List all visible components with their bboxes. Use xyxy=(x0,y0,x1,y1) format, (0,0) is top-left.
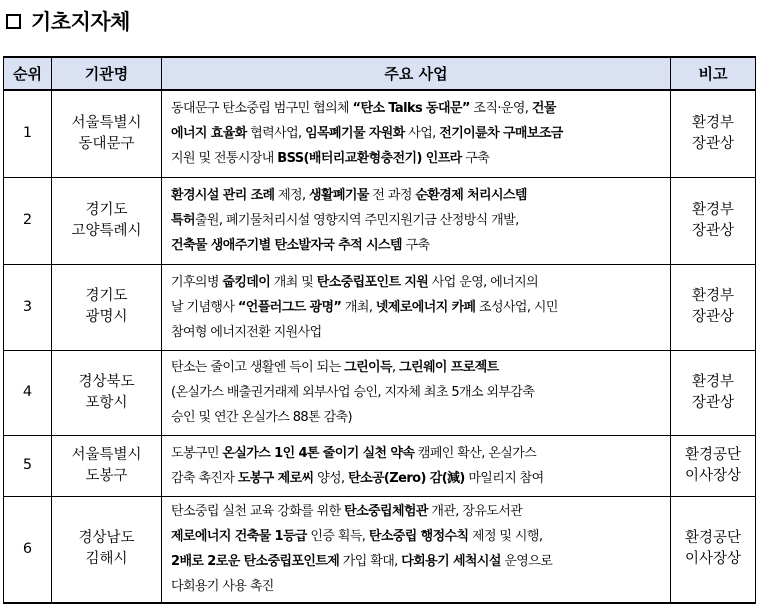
checkbox-square-icon xyxy=(6,14,21,29)
cell-projects xyxy=(162,177,671,264)
project-line xyxy=(171,295,662,320)
project-text: 참여형 에너지전환 지원사업 xyxy=(171,324,322,340)
project-line xyxy=(171,96,662,121)
header-projects: 주요 사업 xyxy=(162,57,671,90)
project-highlight: 건물 xyxy=(531,101,556,117)
project-highlight: 에너지 효율화 xyxy=(171,126,247,142)
cell-note xyxy=(671,496,756,603)
project-text: 제정, xyxy=(274,188,310,203)
project-line xyxy=(171,549,662,574)
org-name-line: 동대문구 xyxy=(78,135,135,152)
project-highlight: 2배로 2로운 탄소중립포인트제 xyxy=(171,554,340,570)
project-text: 마일리지 참여 xyxy=(464,470,544,486)
org-name-line: 고양특례시 xyxy=(71,222,142,239)
project-text: 개최, xyxy=(341,299,376,315)
org-name-line: 김해시 xyxy=(85,551,128,568)
cell-org xyxy=(52,264,162,350)
project-text: 인증 획득, xyxy=(306,529,369,545)
note-line: 환경부 xyxy=(691,288,735,304)
header-note: 비고 xyxy=(671,57,756,90)
project-text: 사업 운영, 에너지의 xyxy=(428,274,539,290)
table-body xyxy=(4,90,756,603)
project-highlight: BSS(배터리교환형충전기) 인프라 xyxy=(277,151,462,167)
header-rank: 순위 xyxy=(4,57,52,90)
project-text: 감축 촉진자 xyxy=(171,470,238,486)
project-highlight: 그린웨이 프로젝트 xyxy=(399,360,499,375)
project-text: 탄소중립 실천 교육 강화를 위한 xyxy=(171,504,345,520)
project-highlight: 특허 xyxy=(171,213,195,228)
project-line xyxy=(171,574,662,599)
project-text: 운영으로 xyxy=(500,554,553,570)
project-text: 지원 및 전통시장내 xyxy=(171,151,278,167)
project-highlight: 도봉구 제로씨 xyxy=(237,470,314,486)
note-line: 환경부 xyxy=(691,201,735,218)
table-row xyxy=(4,435,756,496)
project-text: 출원, 폐기물처리시설 영향지역 주민지원기금 산정방식 개발, xyxy=(194,213,519,228)
table-header-row xyxy=(4,57,756,90)
project-text: , xyxy=(391,360,400,375)
note-line: 환경공단 xyxy=(684,530,742,547)
table-row xyxy=(4,90,756,177)
cell-org xyxy=(52,350,162,435)
table-row xyxy=(4,496,756,603)
project-text: 날 기념행사 xyxy=(171,299,238,315)
project-highlight: 임목폐기물 자원화 xyxy=(305,126,405,142)
note-line: 장관상 xyxy=(691,222,735,239)
org-name-line: 광명시 xyxy=(85,309,128,325)
project-text: 조성사업, 시민 xyxy=(475,299,558,315)
project-highlight: 탄소공(Zero) 감(減) xyxy=(348,470,465,486)
project-line xyxy=(171,380,662,405)
org-name-line: 서울특별시 xyxy=(71,114,142,131)
project-text: 다회용기 사용 촉진 xyxy=(171,579,274,595)
org-name-line: 경상북도 xyxy=(78,373,135,390)
note-line: 장관상 xyxy=(691,394,735,411)
cell-rank: 4 xyxy=(4,350,52,435)
note-line: 장관상 xyxy=(691,135,735,152)
project-highlight: 제로에너지 건축물 1등급 xyxy=(171,529,307,545)
project-text: 탄소는 줄이고 생활엔 득이 되는 xyxy=(171,360,345,375)
org-name-line: 경상남도 xyxy=(78,530,135,547)
org-name-line: 서울특별시 xyxy=(71,446,142,463)
cell-note xyxy=(671,435,756,496)
project-line xyxy=(171,355,662,380)
project-highlight: 다회용기 세척시설 xyxy=(401,554,501,570)
project-text: 개최 및 xyxy=(270,274,317,290)
cell-org xyxy=(52,177,162,264)
project-text: 가입 확대, xyxy=(339,554,402,570)
project-highlight: “탄소 Talks 동대문” xyxy=(352,101,470,117)
project-line xyxy=(171,183,662,208)
cell-rank: 6 xyxy=(4,496,52,603)
project-text: 승인 및 연간 온실가스 88톤 감축) xyxy=(171,410,352,425)
project-text: 도봉구민 xyxy=(171,445,223,461)
project-highlight: 줍킹데이 xyxy=(222,274,271,290)
project-highlight: 환경시설 관리 조례 xyxy=(171,188,275,203)
project-highlight: 생활폐기물 xyxy=(309,188,369,203)
table-row xyxy=(4,264,756,350)
project-text: 기후의병 xyxy=(171,274,223,290)
section-heading xyxy=(6,4,130,38)
project-highlight: 탄소중립포인트 지원 xyxy=(316,274,429,290)
project-text: 동대문구 탄소중립 범구민 협의체 xyxy=(171,101,353,117)
project-text: 양성, xyxy=(313,470,349,486)
project-highlight: 탄소중립 행정수칙 xyxy=(368,529,469,545)
cell-projects xyxy=(162,496,671,603)
note-line: 이사장상 xyxy=(684,551,742,568)
table-row xyxy=(4,177,756,264)
project-line xyxy=(171,524,662,549)
cell-note xyxy=(671,350,756,435)
project-highlight: 전기이륜차 구매보조금 xyxy=(439,126,563,142)
cell-projects xyxy=(162,264,671,350)
cell-projects xyxy=(162,90,671,177)
project-line xyxy=(171,405,662,430)
cell-org xyxy=(52,496,162,603)
project-line xyxy=(171,441,662,466)
project-text: 협력사업, xyxy=(246,126,306,142)
cell-org xyxy=(52,90,162,177)
project-highlight: 순환경제 처리시스템 xyxy=(415,188,527,203)
cell-org xyxy=(52,435,162,496)
project-text: 조직·운영, xyxy=(469,101,532,117)
org-name-line: 경기도 xyxy=(85,288,128,304)
project-highlight: “언플러그드 광명” xyxy=(237,299,342,315)
project-highlight: 그린이득 xyxy=(344,360,392,375)
project-highlight: 넷제로에너지 카페 xyxy=(375,299,476,315)
awards-table xyxy=(3,56,756,604)
project-line xyxy=(171,320,662,345)
project-text: 전 과정 xyxy=(368,188,416,203)
project-line xyxy=(171,208,662,233)
org-name-line: 포항시 xyxy=(85,394,128,411)
project-text: 구축 xyxy=(401,238,430,253)
project-line xyxy=(171,121,662,146)
project-text: 사업, xyxy=(404,126,440,142)
project-line xyxy=(171,270,662,295)
project-line xyxy=(171,499,662,524)
project-text: 구축 xyxy=(461,151,490,167)
note-line: 환경부 xyxy=(691,373,735,390)
note-line: 장관상 xyxy=(691,309,735,325)
org-name-line: 도봉구 xyxy=(85,467,128,484)
cell-rank: 2 xyxy=(4,177,52,264)
project-line xyxy=(171,233,662,258)
cell-rank: 1 xyxy=(4,90,52,177)
project-text: 캠페인 확산, 온실가스 xyxy=(414,445,537,461)
cell-note xyxy=(671,177,756,264)
project-highlight: 탄소중립체험관 xyxy=(344,504,428,520)
project-text: 개관, 장유도서관 xyxy=(427,504,523,520)
project-line xyxy=(171,466,662,491)
org-name-line: 경기도 xyxy=(85,201,128,218)
note-line: 환경부 xyxy=(691,114,735,131)
cell-projects xyxy=(162,350,671,435)
cell-note xyxy=(671,90,756,177)
section-title: 기초지자체 xyxy=(31,10,130,34)
note-line: 이사장상 xyxy=(684,467,742,484)
note-line: 환경공단 xyxy=(684,446,742,463)
cell-rank: 5 xyxy=(4,435,52,496)
header-org: 기관명 xyxy=(52,57,162,90)
project-highlight: 건축물 생애주기별 탄소발자국 추적 시스템 xyxy=(171,238,402,253)
project-line xyxy=(171,146,662,171)
cell-projects xyxy=(162,435,671,496)
cell-rank: 3 xyxy=(4,264,52,350)
project-text: (온실가스 배출권거래제 외부사업 승인, 지자체 최초 5개소 외부감축 xyxy=(171,385,535,400)
cell-note xyxy=(671,264,756,350)
project-text: 제정 및 시행, xyxy=(468,529,543,545)
table-row xyxy=(4,350,756,435)
project-highlight: 온실가스 1인 4톤 줄이기 실천 약속 xyxy=(222,445,415,461)
